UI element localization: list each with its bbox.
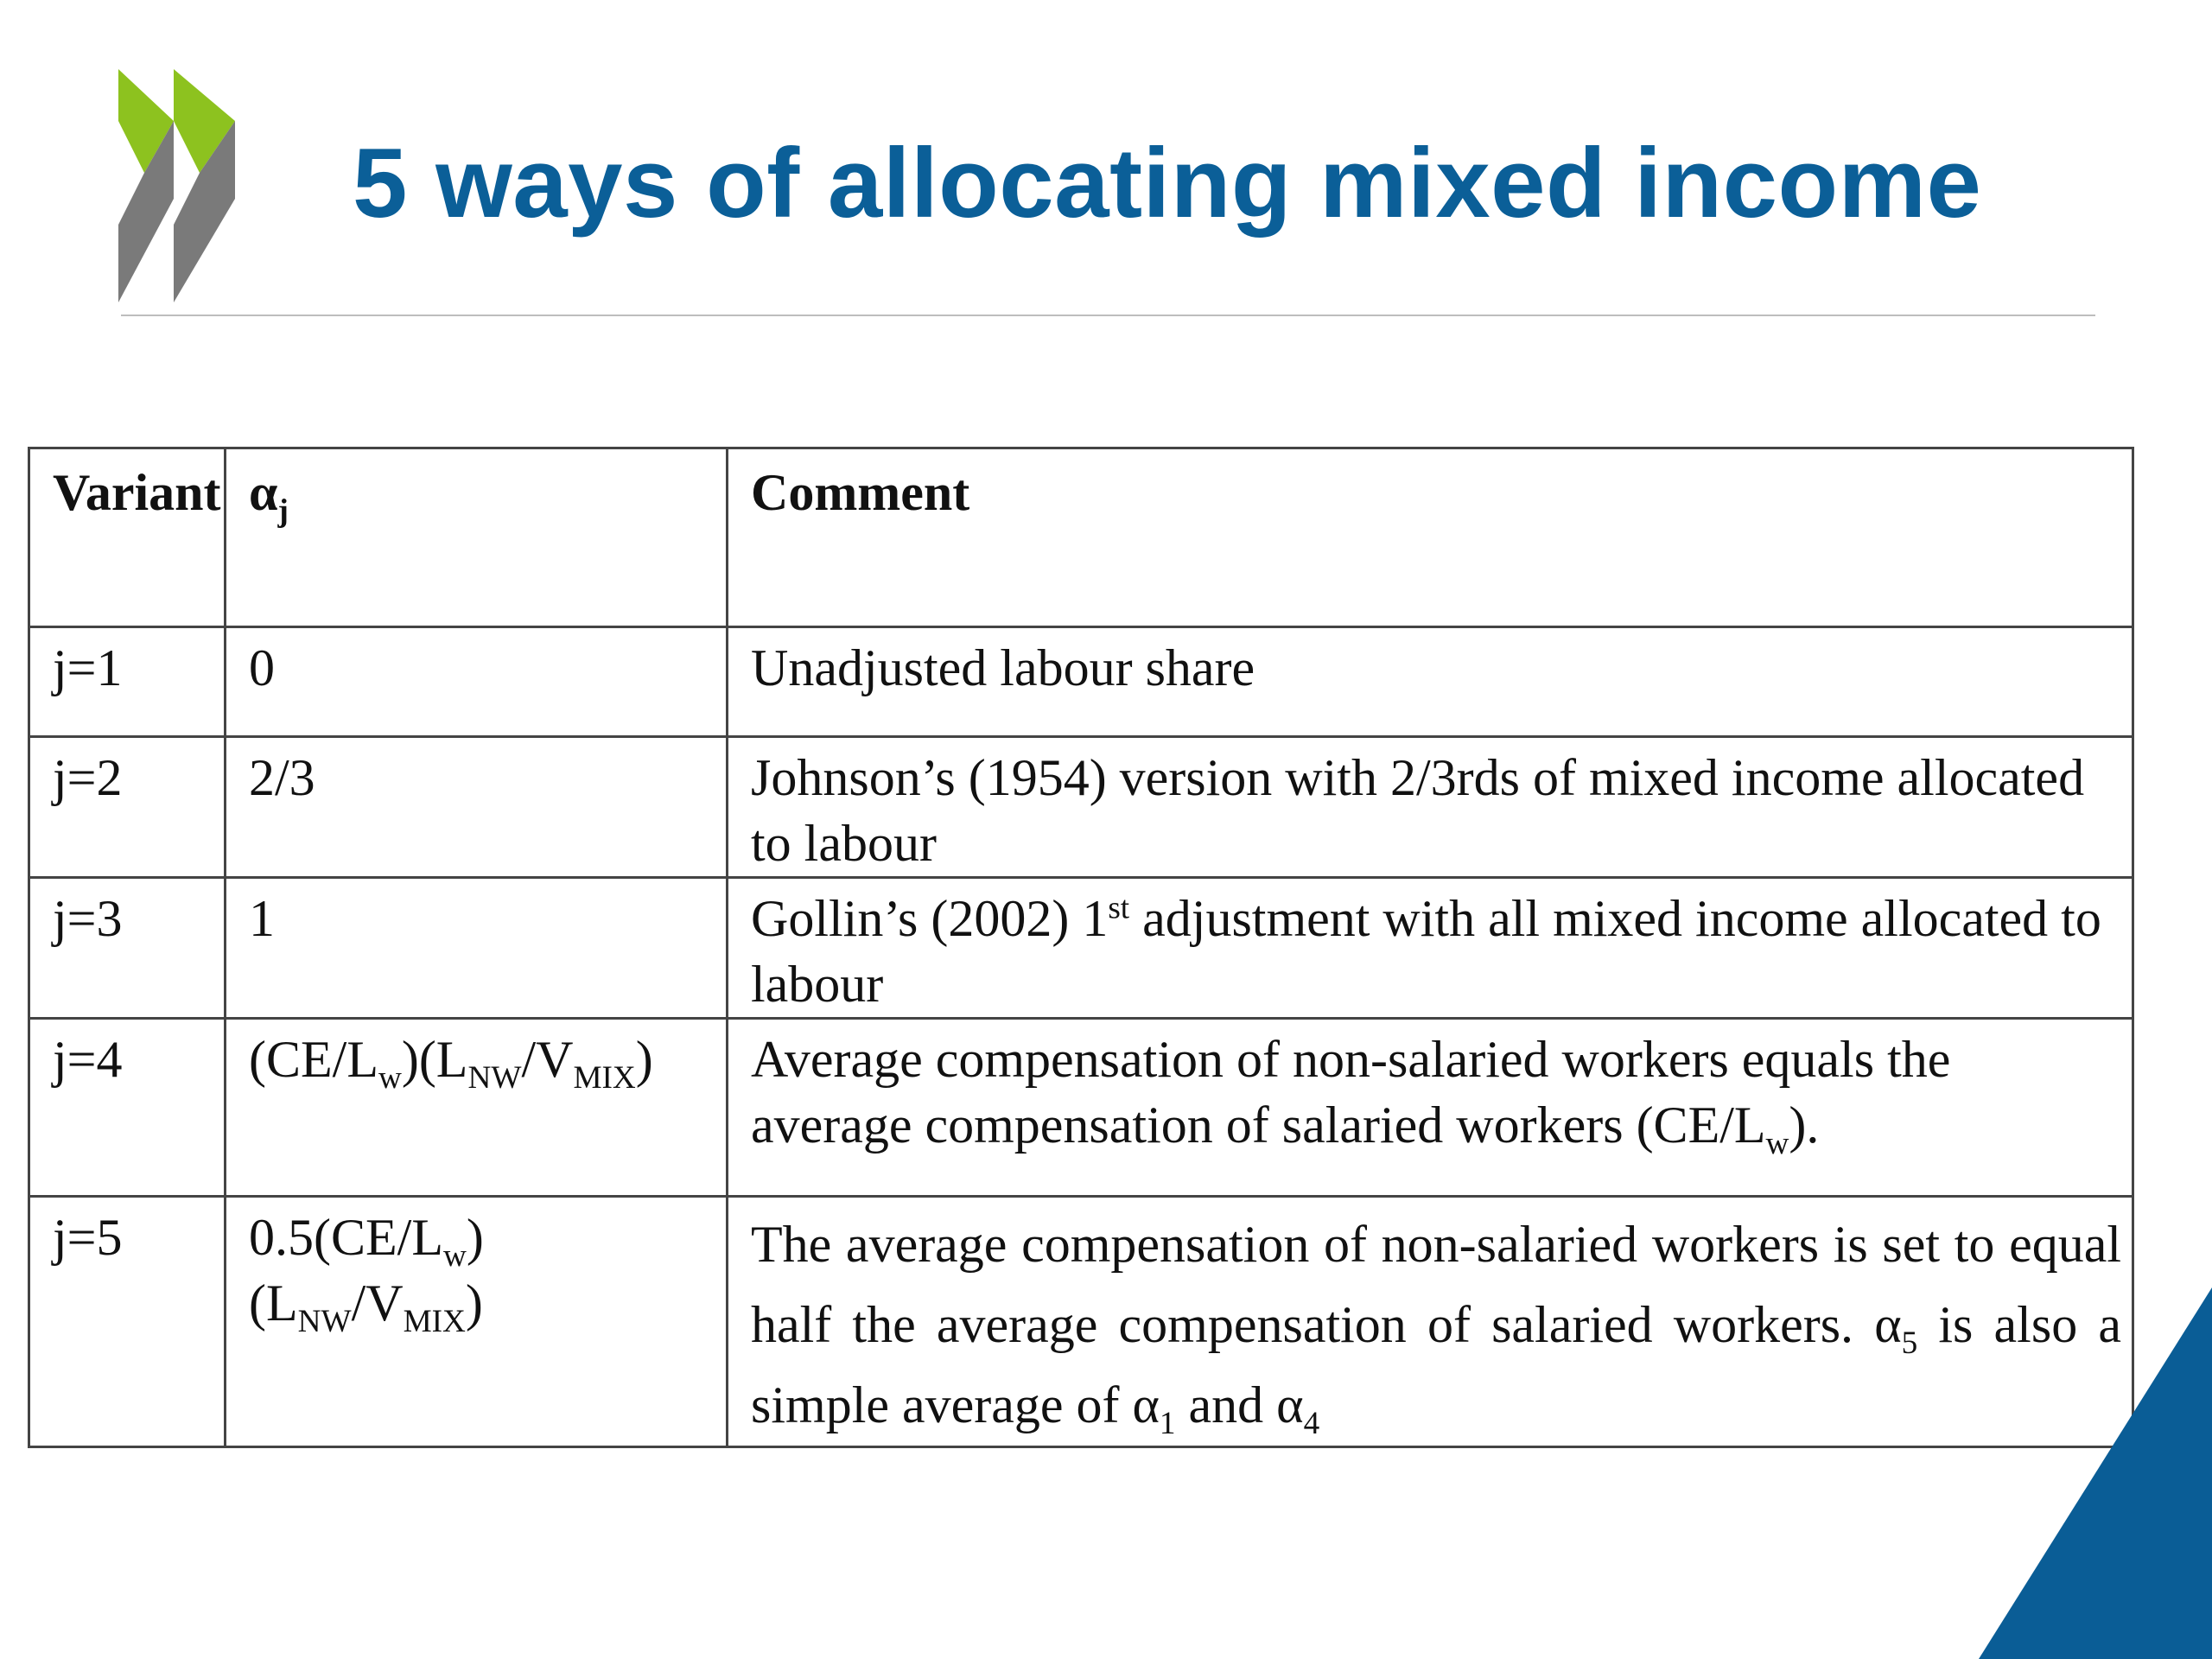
comment-cell xyxy=(728,1019,2133,1197)
formula-part: ) xyxy=(465,1274,483,1332)
table-row xyxy=(29,627,2133,737)
comment-text: Average compensation of non-salaried workers equals the average compensation of salaried workers (CE/L xyxy=(751,1031,1951,1154)
title-divider xyxy=(121,315,2095,316)
table-row xyxy=(29,1019,2133,1197)
comment-cell: Unadjusted labour share xyxy=(728,627,2133,737)
comment-subscript: 1 xyxy=(1159,1406,1176,1442)
allocation-variants-table xyxy=(28,447,2134,1448)
comment-cell xyxy=(728,878,2133,1019)
comment-text: Gollin’s (2002) 1 xyxy=(751,890,1109,947)
formula-subscript: w xyxy=(378,1060,402,1096)
alpha-cell: 2/3 xyxy=(226,737,728,878)
table-header-row xyxy=(29,448,2133,627)
formula-subscript: NW xyxy=(467,1060,522,1096)
formula-part: 0.5(CE/L xyxy=(249,1209,443,1266)
alpha-cell xyxy=(226,1197,728,1447)
header-alpha xyxy=(226,448,728,627)
alpha-cell xyxy=(226,1019,728,1197)
table-row xyxy=(29,878,2133,1019)
header-variant: Variant xyxy=(29,448,226,627)
variant-cell: j=5 xyxy=(29,1197,226,1447)
comment-text: and α xyxy=(1175,1376,1304,1433)
variant-cell: j=2 xyxy=(29,737,226,878)
comment-text: ). xyxy=(1789,1096,1820,1154)
formula-part: /V xyxy=(351,1274,404,1332)
comment-text: is also a simple average of α xyxy=(751,1296,2121,1433)
header-comment: Comment xyxy=(728,448,2133,627)
comment-cell xyxy=(728,1197,2133,1447)
formula-part: /V xyxy=(521,1031,574,1088)
comment-text: The average compensation of non-salaried workers is set to equal half the average compensation of salaried workers. α xyxy=(751,1216,2121,1353)
formula-part: )(L xyxy=(249,1209,484,1332)
formula-part: )(L xyxy=(401,1031,468,1088)
comment-subscript: 5 xyxy=(1901,1325,1918,1362)
alpha-cell: 0 xyxy=(226,627,728,737)
comment-subscript: w xyxy=(1765,1126,1789,1162)
alpha-cell: 1 xyxy=(226,878,728,1019)
formula-subscript: NW xyxy=(297,1304,352,1340)
double-chevron-logo-icon xyxy=(118,69,235,302)
variant-cell: j=1 xyxy=(29,627,226,737)
table-row xyxy=(29,737,2133,878)
corner-triangle-decoration xyxy=(1979,1287,2212,1659)
comment-text: adjustment with all mixed income allocated to labour xyxy=(751,890,2101,1013)
ordinal-superscript: st xyxy=(1108,890,1130,926)
slide-title: 5 ways of allocating mixed income xyxy=(353,129,1982,238)
variant-cell: j=3 xyxy=(29,878,226,1019)
formula-subscript: w xyxy=(442,1238,467,1274)
formula-subscript: MIX xyxy=(573,1060,636,1096)
table-row xyxy=(29,1197,2133,1447)
comment-cell: Johnson’s (1954) version with 2/3rds of mixed income allocated to labour xyxy=(728,737,2133,878)
formula-part: ) xyxy=(635,1031,653,1088)
comment-subscript: 4 xyxy=(1303,1406,1320,1442)
alpha-symbol: α xyxy=(249,464,278,521)
alpha-subscript: j xyxy=(277,493,289,530)
formula-subscript: MIX xyxy=(403,1304,466,1340)
variant-cell: j=4 xyxy=(29,1019,226,1197)
formula-part: (CE/L xyxy=(249,1031,378,1088)
